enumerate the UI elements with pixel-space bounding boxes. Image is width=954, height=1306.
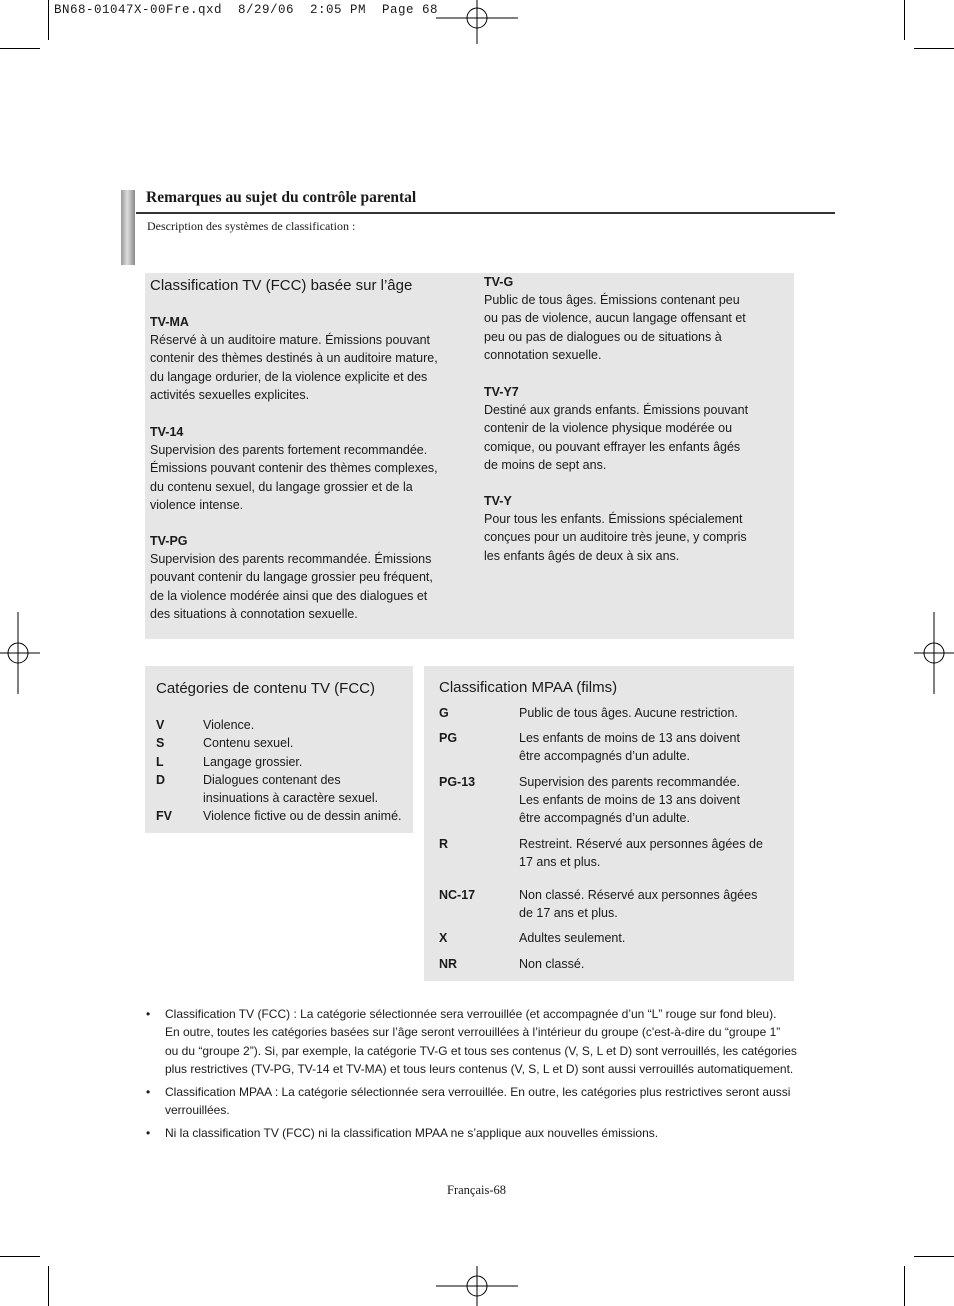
registration-mark-icon [436,0,518,44]
mpaa-description [519,773,789,828]
rating-description-line: pouvant contenir du langage grossier peu fréquent, [150,570,433,585]
mpaa-code: PG [439,731,458,745]
note-line: Ni la classification TV (FCC) ni la classification MPAA ne s’applique aux nouvelles émissions. [165,1126,659,1140]
rating-description-line: contenir de la violence physique modérée ou [484,421,733,436]
rating-description-line: Public de tous âges. Émissions contenant peu [484,293,740,308]
category-description [203,716,413,734]
category-code: L [156,755,164,769]
category-description-line: Violence fictive ou de dessin animé. [203,809,402,823]
fcc-age-title: Classification TV (FCC) basée sur l’âge [150,277,413,294]
mpaa-code: G [439,706,449,720]
rating-code: TV-14 [150,425,184,439]
rating-code: TV-Y [484,494,512,508]
rating-description-line: comique, ou pouvant effrayer les enfants âgés [484,439,741,454]
section-rule [136,212,835,214]
section-subtitle: Description des systèmes de classification : [147,219,356,233]
rating-description-line: Pour tous les enfants. Émissions spécialement [484,512,743,527]
rating-description-line: de moins de sept ans. [484,457,607,472]
rating-description-line: Supervision des parents recommandée. Émissions [150,552,432,567]
rating-description-line: peu ou pas de dialogues ou de situations à [484,329,722,344]
mpaa-description [519,704,789,722]
mpaa-code: NR [439,957,458,971]
mpaa-description [519,929,789,947]
rating-description-line: violence intense. [150,497,244,512]
rating-description-line: de la violence modérée ainsi que des dialogues et [150,588,428,603]
mpaa-description-line: Non classé. Réservé aux personnes âgées [519,888,758,902]
note-text [165,1124,805,1142]
rating-description-line: connotation sexuelle. [484,347,602,362]
mpaa-description [519,729,789,765]
rating-description-line: Émissions pouvant contenir des thèmes complexes, [150,461,438,476]
category-code: D [156,773,166,787]
bullet-icon: • [146,1007,151,1021]
note-line: verrouillées. [165,1103,230,1118]
note-line: Classification TV (FCC) : La catégorie sélectionnée sera verrouillée (et accompagnée d’un “L” rouge sur fond bleu). [165,1007,777,1021]
category-description [203,753,413,771]
note-text [165,1083,805,1120]
category-code: V [156,718,165,732]
mpaa-description-line: être accompagnés d’un adulte. [519,749,690,764]
category-description [203,771,413,807]
mpaa-description-line: Les enfants de moins de 13 ans doivent [519,731,740,745]
mpaa-description-line: de 17 ans et plus. [519,906,618,921]
category-code: FV [156,809,172,823]
registration-mark-icon [914,612,954,694]
category-description [203,807,413,825]
rating-section [484,273,784,364]
mpaa-description [519,835,789,871]
note-line: En outre, toutes les catégories basées sur l’âge seront verrouillées à l’intérieur du groupe (c'est-à-dire du “groupe 1” [165,1025,781,1040]
mpaa-description-line: Public de tous âges. Aucune restriction. [519,706,738,720]
section-title: Remarques au sujet du contrôle parental [146,189,417,206]
rating-description-line: contenir des thèmes destinés à un auditoire mature, [150,351,438,366]
rating-code: TV-Y7 [484,385,519,399]
rating-description-line: les enfants âgés de deux à six ans. [484,548,680,563]
section-sidebar-bar [121,190,135,265]
category-description-line: Violence. [203,718,255,732]
mpaa-description-line: Restreint. Réservé aux personnes âgées de [519,837,763,851]
category-description [203,734,413,752]
mpaa-description [519,955,789,973]
mpaa-description-line: 17 ans et plus. [519,855,601,870]
rating-code: TV-PG [150,534,188,548]
category-code: S [156,736,165,750]
mpaa-description-line: Adultes seulement. [519,931,626,945]
category-description-line: Contenu sexuel. [203,736,294,750]
print-header: BN68-01047X-00Fre.qxd 8/29/06 2:05 PM Page 68 [54,3,439,17]
rating-section [484,492,784,565]
mpaa-code: PG-13 [439,775,476,789]
rating-description-line: conçues pour un auditoire très jeune, y compris [484,530,747,545]
rating-description-line: du contenu sexuel, du langage grossier et de la [150,479,413,494]
rating-section [484,383,784,474]
page-number: Français-68 [447,1183,507,1197]
rating-description-line: Destiné aux grands enfants. Émissions pouvant [484,403,749,418]
note-line: Classification MPAA : La catégorie sélectionnée sera verrouillée. En outre, les catégories plus restrictives seront aussi [165,1085,791,1099]
mpaa-code: R [439,837,449,851]
mpaa-code: X [439,931,448,945]
category-description-line: Langage grossier. [203,755,303,769]
registration-mark-icon [436,1266,518,1306]
mpaa-title: Classification MPAA (films) [439,679,618,696]
bullet-icon: • [146,1126,151,1140]
rating-section [150,532,450,623]
mpaa-description-line: Les enfants de moins de 13 ans doivent [519,793,740,808]
registration-mark-icon [0,612,40,694]
rating-description-line: des situations à connotation sexuelle. [150,606,358,621]
category-description-line: insinuations à caractère sexuel. [203,791,379,805]
mpaa-code: NC-17 [439,888,476,902]
note-line: ou du “groupe 2”). Si, par exemple, la catégorie TV-G et tous ses contenus (V, S, L et D) sont verrouillés, les catégories [165,1043,797,1058]
rating-description-line: ou pas de violence, aucun langage offensant et [484,311,746,326]
rating-description-line: Réservé à un auditoire mature. Émissions pouvant [150,333,431,348]
mpaa-description-line: Non classé. [519,957,585,971]
rating-description-line: du langage ordurier, de la violence explicite et des [150,369,428,384]
mpaa-description [519,886,789,922]
rating-section [150,423,450,514]
fcc-content-title: Catégories de contenu TV (FCC) [156,680,375,697]
rating-section [150,313,450,404]
bullet-icon: • [146,1085,151,1099]
rating-description-line: Supervision des parents fortement recommandée. [150,443,428,458]
rating-code: TV-G [484,275,514,289]
note-line: plus restrictives (TV-PG, TV-14 et TV-MA) et tous leurs contenus (V, S, L et D) sont aussi verrouillés automatiquement. [165,1061,794,1076]
rating-description-line: activités sexuelles explicites. [150,387,310,402]
note-text [165,1005,805,1078]
rating-code: TV-MA [150,315,189,329]
mpaa-description-line: être accompagnés d’un adulte. [519,811,690,826]
category-description-line: Dialogues contenant des [203,773,341,787]
mpaa-description-line: Supervision des parents recommandée. [519,775,740,789]
